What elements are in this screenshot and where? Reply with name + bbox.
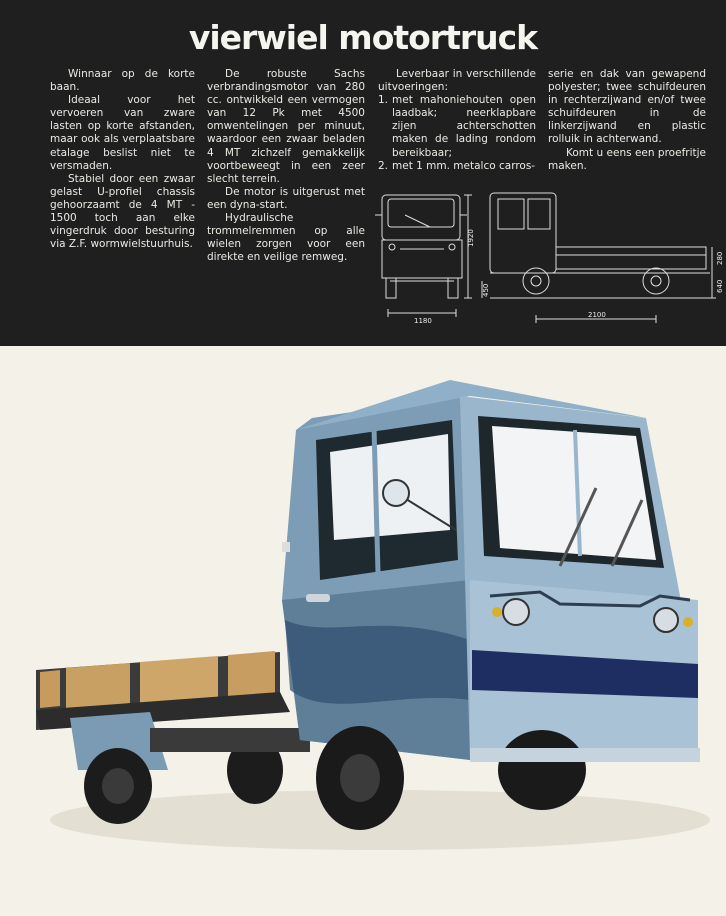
text-column-4 xyxy=(548,68,706,173)
text-column-2 xyxy=(207,68,365,264)
text-column-1 xyxy=(50,68,195,251)
dim-front-height: 1920 xyxy=(467,229,475,247)
list-text: met 1 mm. metalco carros- xyxy=(392,159,536,172)
header-panel xyxy=(0,0,726,346)
text-column-3 xyxy=(378,68,536,173)
paragraph: Komt u eens een proefritje maken. xyxy=(548,146,706,172)
truck-illustration xyxy=(0,346,726,916)
technical-drawing xyxy=(360,185,726,335)
paragraph: De robuste Sachs verbrandingsmotor van 280 cc. ontwikkeld een vermogen van 12 Pk met 4500 omwentelingen per minuut, waardoor een zwaar beladen 4 MT zichzelf gemakkelijk voortbeweegt in een zeer slecht terrein. xyxy=(207,68,365,185)
paragraph: Winnaar op de korte baan. xyxy=(50,68,195,94)
list-number: 1. xyxy=(378,94,389,107)
list-item xyxy=(378,94,536,159)
paragraph: Leverbaar in verschillende uitvoeringen: xyxy=(378,68,536,94)
list-text: met mahoniehouten open laadbak; neerklapbare zijen achterschotten maken de lading rondom bereikbaar; xyxy=(392,94,536,159)
list-item xyxy=(378,160,536,173)
dim-bed-floor: 640 xyxy=(716,279,724,293)
list-number: 2. xyxy=(378,159,389,172)
page-title: vierwiel motortruck xyxy=(188,18,538,57)
paragraph: serie en dak van gewapend polyester; twee schuifdeuren in rechterzijwand en/of twee schuifdeuren in de linkerzijwand en plastic rolluik in achterwand. xyxy=(548,68,706,146)
paragraph: Ideaal voor het vervoeren van zware lasten op korte afstanden, maar ook als verplaatsbare etalage beslist niet te versmaden. xyxy=(50,94,195,172)
paragraph: Hydraulische trommelremmen op alle wielen zorgen voor een direkte en veilige remweg. xyxy=(207,212,365,264)
cab xyxy=(282,380,698,760)
dim-bed-height: 280 xyxy=(716,251,724,265)
dim-length: 2100 xyxy=(588,311,606,319)
paragraph: Stabiel door een zwaar gelast U-profiel chassis gehoorzaamt de 4 MT - 1500 toch aan elke vingerdruk door besturing via Z.F. wormwielstuurhuis. xyxy=(50,172,195,251)
dim-ground: 450 xyxy=(482,283,490,297)
paragraph: De motor is uitgerust met een dyna-start. xyxy=(207,185,365,211)
dim-front-width: 1180 xyxy=(414,317,432,325)
